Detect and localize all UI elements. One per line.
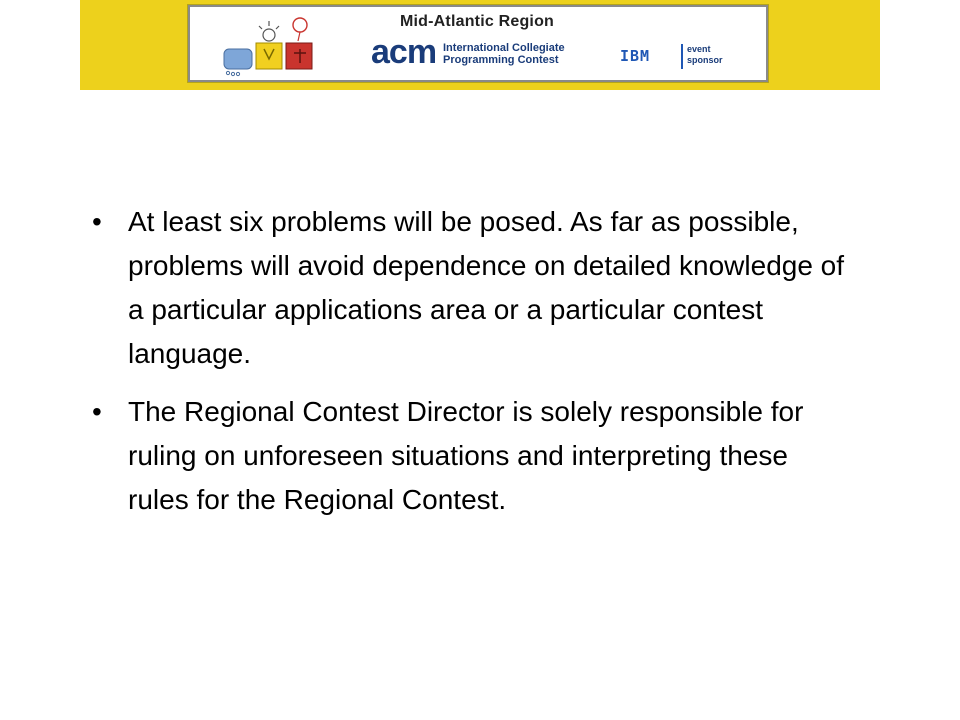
rule-bullet-2 — [92, 390, 852, 522]
event-sponsor-line-1: event — [687, 44, 711, 54]
event-sponsor-line-2: sponsor — [687, 55, 723, 65]
sponsor-divider — [681, 44, 683, 69]
lightbulb-icon — [256, 21, 282, 69]
rule-text-2: The Regional Contest Director is solely responsible for ruling on unforeseen situations and interpreting these rules for the Regional Contest. — [128, 396, 804, 515]
rule-text-1: At least six problems will be posed. As far as possible, problems will avoid dependence on detailed knowledge of a particular applications area or a particular contest language. — [128, 206, 845, 369]
contest-mascot-graphic — [218, 13, 358, 79]
contest-name-line-1: International Collegiate — [443, 42, 565, 54]
ibm-logo: IBM — [620, 47, 651, 65]
event-sponsor-label — [687, 44, 723, 66]
contest-name — [443, 42, 565, 66]
contest-name-line-2: Programming Contest — [443, 54, 559, 66]
rules-bullet-list — [92, 200, 852, 536]
cloud-icon — [224, 49, 252, 76]
bullet-point-icon: • — [92, 206, 102, 237]
balloon-head-icon — [286, 18, 312, 69]
bullet-point-icon: • — [92, 396, 102, 427]
region-title: Mid-Atlantic Region — [400, 13, 555, 30]
acm-logo: acm — [371, 33, 437, 71]
rule-bullet-1 — [92, 200, 852, 376]
header-banner — [80, 0, 880, 90]
contest-logo-frame — [188, 5, 768, 82]
